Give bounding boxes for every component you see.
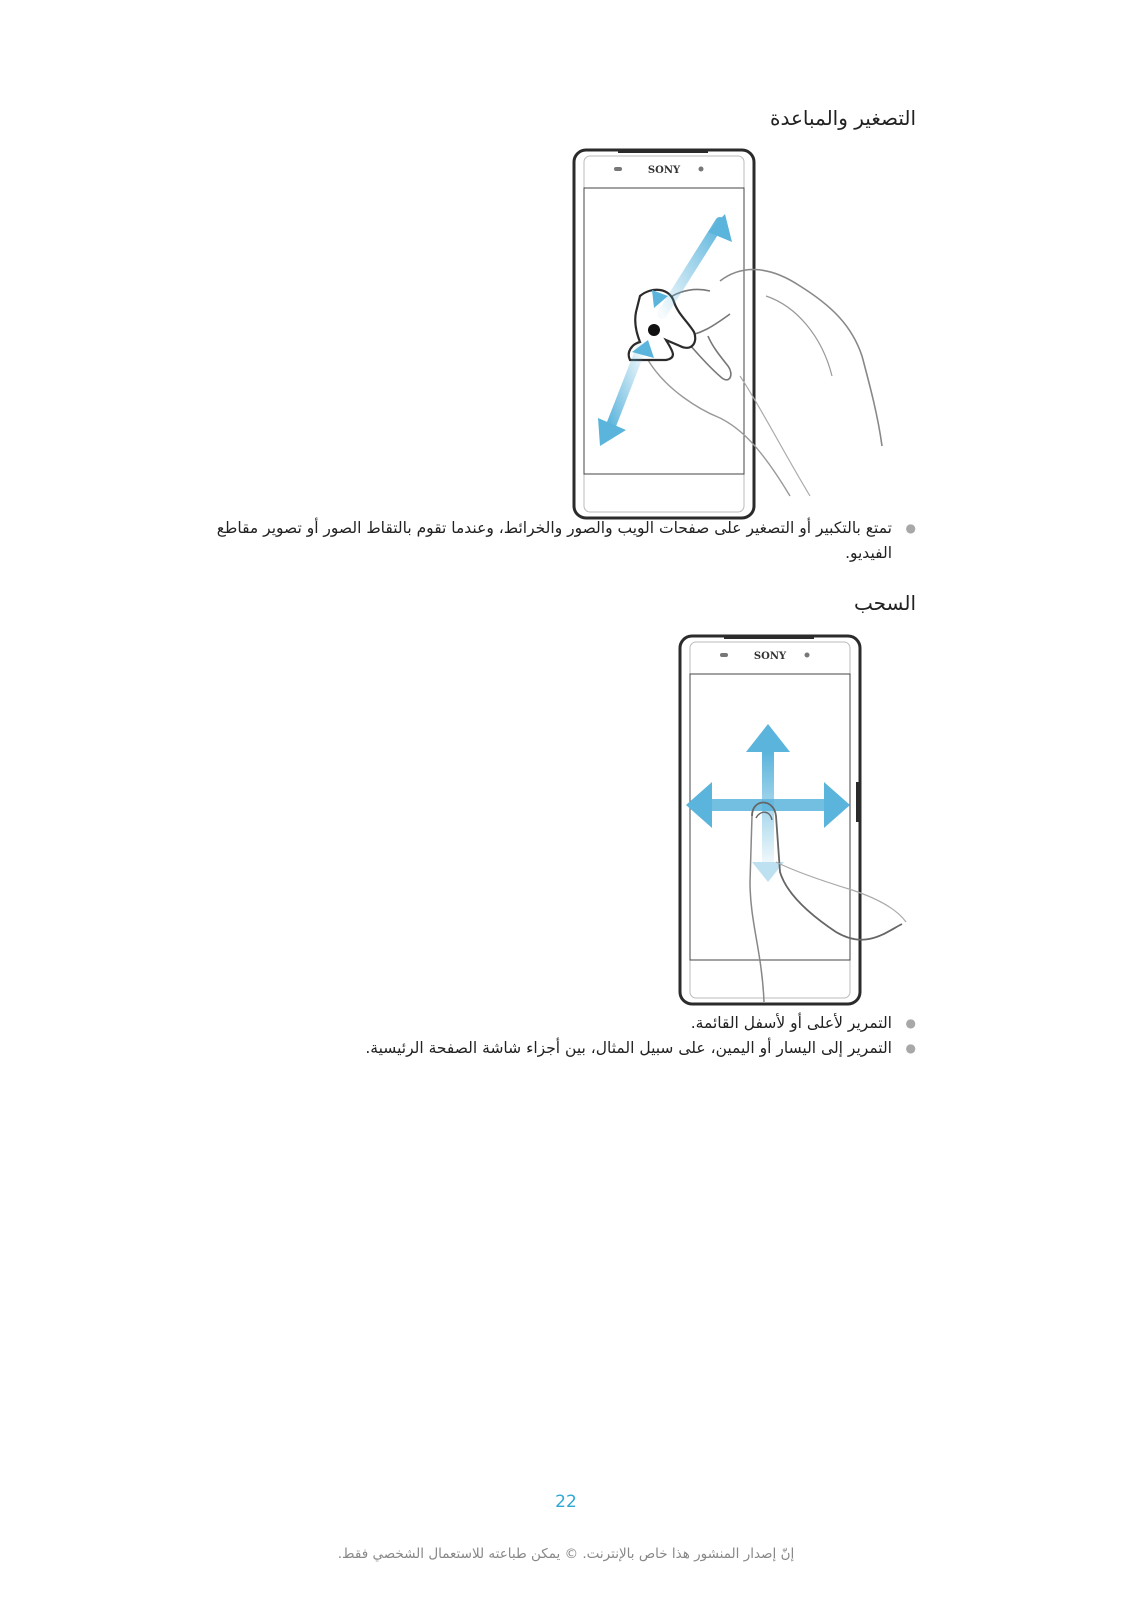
phone-brand-label: SONY [647,165,681,176]
phone-brand-label: SONY [753,651,787,662]
bullet-text: التمرير لأعلى أو لأسفل القائمة. [690,1014,892,1032]
footer-note: إنّ إصدار المنشور هذا خاص بالإنترنت. © يمكن طباعته للاستعمال الشخصي فقط. [337,1546,795,1562]
list-item [196,1011,916,1036]
list-item [196,516,916,566]
list-item [196,1036,916,1061]
pinch-bullet-list [196,516,916,566]
bullet-icon: ● [905,1016,916,1030]
section-heading-pinch: التصغير والمباعدة [769,106,916,130]
bullet-icon: ● [905,1041,916,1055]
section-heading-swipe: السحب [853,591,916,615]
bullet-text: التمرير إلى اليسار أو اليمين، على سبيل المثال، بين أجزاء شاشة الصفحة الرئيسية. [365,1039,892,1057]
page-number: 22 [555,1492,577,1512]
pinch-zoom-illustration [570,146,910,526]
bullet-text: تمتع بالتكبير أو التصغير على صفحات الويب والصور والخرائط، وعندما تقوم بالتقاط الصور أو تصوير مقاطع الفيديو. [216,519,892,562]
bullet-icon: ● [905,521,916,535]
swipe-illustration [676,632,916,1018]
swipe-bullet-list [196,1011,916,1061]
